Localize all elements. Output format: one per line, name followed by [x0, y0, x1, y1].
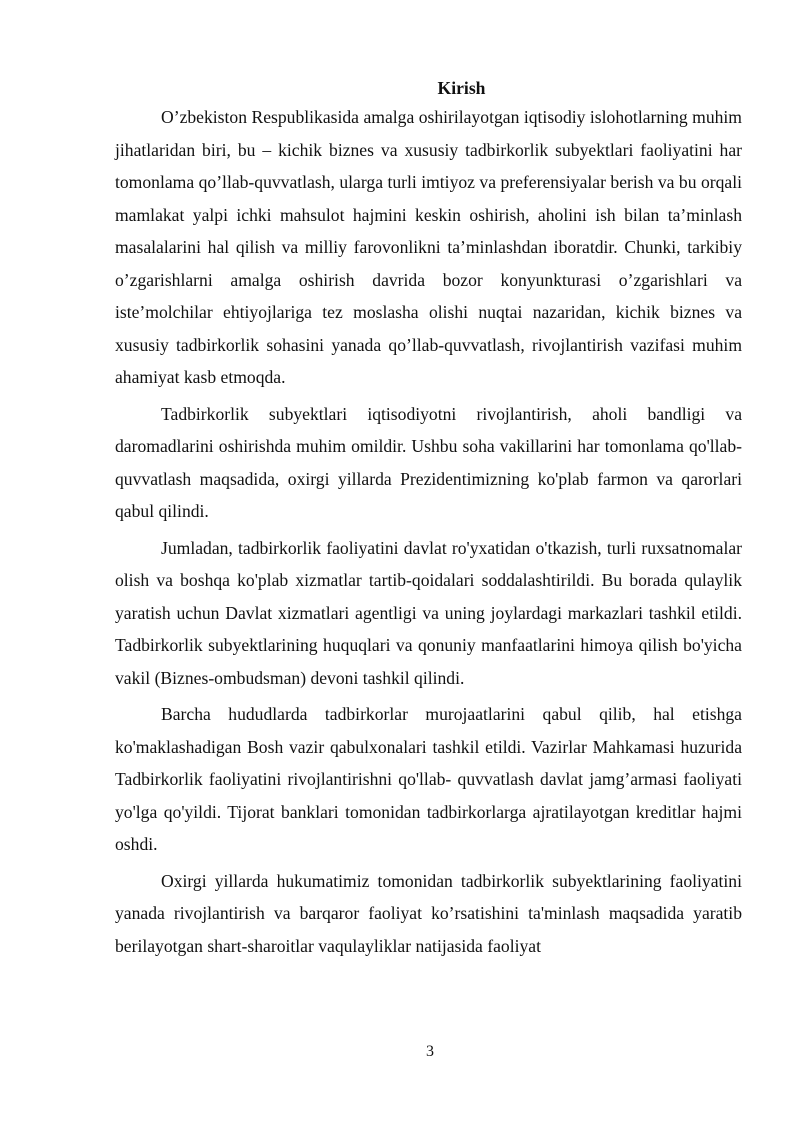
paragraph-3: Jumladan, tadbirkorlik faoliyatini davlat ro'yxatidan o'tkazish, turli ruxsatnomalar olish va boshqa ko'plab xizmatlar tartib-qoidalari soddalashtirildi. Bu borada qulaylik yaratish uchun Davlat xizmatlari agentligi va uning joylardagi markazlari tashkil etildi. Tadbirkorlik subyektlarining huquqlari va qonuniy manfaatlarini himoya qilish bo'yicha vakil (Biznes-ombudsman) devoni tashkil qilindi. [115, 537, 742, 688]
page-number: 3 [426, 1043, 434, 1060]
paragraph-2: Tadbirkorlik subyektlari iqtisodiyotni rivojlantirish, aholi bandligi va daromadlarini oshirishda muhim omildir. Ushbu soha vakillarini har tomonlama qo'llab-quvvatlash maqsadida, oxirgi yillarda Prezidentimizning ko'plab farmon va qarorlari qabul qilindi. [115, 403, 742, 521]
paragraph-5: Oxirgi yillarda hukumatimiz tomonidan tadbirkorlik subyektlarining faoliyatini yanada rivojlantirish va barqaror faoliyat ko’rsatishini ta'minlash maqsadida yaratib berilayotgan shart-sharoitlar vaqulayliklar natijasida faoliyat [115, 870, 742, 956]
paragraph-4: Barcha hududlarda tadbirkorlar murojaatlarini qabul qilib, hal etishga ko'maklashadigan Bosh vazir qabulxonalari tashkil etildi. Vazirlar Mahkamasi huzurida Tadbirkorlik faoliyatini rivojlantirishni qo'llab- quvvatlash davlat jamg’armasi faoliyati yo'lga qo'yildi. Tijorat banklari tomonidan tadbirkorlarga ajratilayotgan kreditlar hajmi oshdi. [115, 704, 742, 854]
page-content [115, 75, 742, 962]
section-heading: Kirish [437, 78, 486, 98]
paragraph-1: O’zbekiston Respublikasida amalga oshirilayotgan iqtisodiy islohotlarning muhim jihatlaridan biri, bu – kichik biznes va xususiy tadbirkorlik subyektlari faoliyatini har tomonlama qo’llab-quvvatlash, ularga turli imtiyoz va preferensiyalar berish va bu orqali mamlakat yalpi ichki mahsulot hajmini keskin oshirish, aholini ish bilan ta’minlash masalalarini hal qilish va milliy farovonlikni ta’minlashdan iboratdir. Chunki, tarkibiy o’zgarishlarni amalga oshirish davrida bozor konyunkturasi o’zgarishlari va iste’molchilar ehtiyojlariga tez moslasha olishi nuqtai nazaridan, kichik biznes va xususiy tadbirkorlik sohasini yanada qo’llab-quvvatlash, rivojlantirish vazifasi muhim ahamiyat kasb etmoqda. [115, 107, 742, 387]
